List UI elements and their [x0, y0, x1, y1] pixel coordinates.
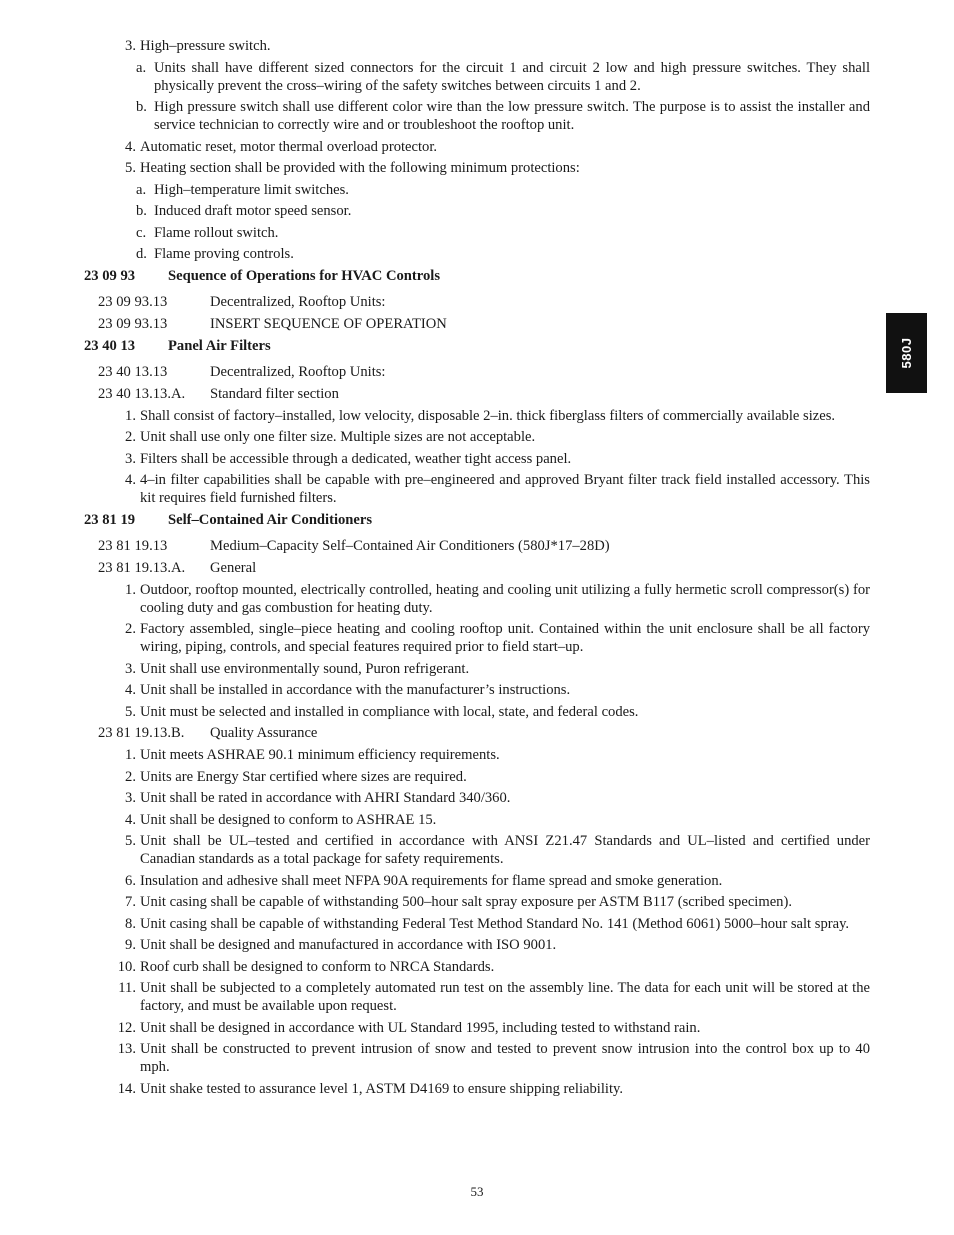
item-text: Unit casing shall be capable of withstanding 500–hour salt spray exposure per ASTM B117 (scribed specimen).: [140, 894, 792, 910]
item-label: d.: [136, 246, 147, 262]
numbered-item: [84, 37, 870, 55]
numbered-item: [84, 893, 870, 911]
item-text: Quality Assurance: [210, 725, 318, 741]
lettered-item: [84, 245, 870, 263]
item-label: 14.: [117, 1080, 136, 1097]
subsection-heading: [84, 293, 870, 311]
side-tab-label: 580J: [898, 337, 914, 369]
numbered-item: [84, 159, 870, 177]
numbered-item: [84, 872, 870, 890]
item-label: 13.: [117, 1041, 136, 1057]
subsection-code: 23 40 13.13: [98, 363, 168, 380]
subsection-code: 23 09 93.13: [98, 293, 168, 310]
numbered-item: [84, 1019, 870, 1037]
subsection-heading: [84, 385, 870, 403]
item-text: Sequence of Operations for HVAC Controls: [168, 267, 441, 284]
item-label: 3.: [125, 38, 136, 54]
item-text: Flame proving controls.: [154, 246, 294, 262]
numbered-item: [84, 789, 870, 807]
numbered-item: [84, 832, 870, 868]
item-label: 10.: [117, 958, 136, 975]
item-label: 3.: [125, 790, 136, 806]
lettered-item: [84, 98, 870, 134]
item-label: 2.: [125, 429, 136, 445]
numbered-item: [84, 936, 870, 954]
lettered-item: [84, 224, 870, 242]
section-heading: [84, 337, 870, 355]
item-text: Unit shall use environmentally sound, Puron refrigerant.: [140, 660, 470, 677]
item-text: Unit shall be designed in accordance with UL Standard 1995, including tested to withstand rain.: [140, 1019, 701, 1036]
item-text: Units are Energy Star certified where sizes are required.: [140, 768, 467, 785]
item-label: a.: [136, 181, 147, 198]
item-text: Decentralized, Rooftop Units:: [210, 363, 386, 380]
numbered-item: [84, 660, 870, 678]
numbered-item: [84, 581, 870, 617]
subsection-code: 23 81 19.13.A.: [98, 559, 186, 576]
item-text: Roof curb shall be designed to conform to NRCA Standards.: [140, 958, 495, 975]
item-label: 4.: [125, 682, 136, 698]
numbered-item: [84, 1080, 870, 1098]
numbered-item: [84, 1040, 870, 1076]
item-label: 4.: [125, 811, 136, 828]
item-text: Flame rollout switch.: [154, 224, 279, 241]
item-label: 6.: [125, 872, 136, 889]
item-text: Induced draft motor speed sensor.: [154, 203, 352, 219]
numbered-item: [84, 915, 870, 933]
item-text: Heating section shall be provided with the following minimum protections:: [140, 160, 580, 176]
item-text: Medium–Capacity Self–Contained Air Conditioners (580J*17–28D): [210, 537, 610, 554]
numbered-item: [84, 746, 870, 764]
subsection-code: 23 40 13.13.A.: [98, 385, 186, 402]
item-text: High pressure switch shall use different color wire than the low pressure switch. The purpose is to assist the installer and service technician to correctly wire and or troubleshoot the rooftop unit.: [154, 99, 870, 133]
subsection-heading: [84, 315, 870, 333]
item-text: Unit shall be rated in accordance with AHRI Standard 340/360.: [140, 790, 511, 806]
item-label: 1.: [125, 407, 136, 424]
item-text: Panel Air Filters: [168, 337, 271, 354]
item-text: Unit shall be UL–tested and certified in accordance with ANSI Z21.47 Standards and UL–listed and certified under Canadian standards as a total package for safety requirements.: [140, 833, 870, 867]
item-text: High–pressure switch.: [140, 38, 271, 54]
item-text: Factory assembled, single–piece heating and cooling rooftop unit. Contained within the unit enclosure shall be all factory wiring, piping, controls, and special features required prior to field start–up.: [140, 621, 870, 655]
section-code: 23 40 13: [84, 337, 136, 354]
item-text: Decentralized, Rooftop Units:: [210, 293, 386, 310]
lettered-item: [84, 202, 870, 220]
item-label: 2.: [125, 621, 136, 637]
item-text: Insulation and adhesive shall meet NFPA 90A requirements for flame spread and smoke generation.: [140, 872, 723, 889]
item-label: c.: [136, 224, 147, 241]
item-label: 1.: [125, 747, 136, 763]
model-side-tab: [886, 313, 927, 393]
lettered-item: [84, 181, 870, 199]
item-text: Unit shall be installed in accordance with the manufacturer’s instructions.: [140, 682, 571, 698]
item-label: 3.: [125, 660, 136, 677]
section-heading: [84, 511, 870, 529]
numbered-item: [84, 620, 870, 656]
item-text: Unit shall be subjected to a completely automated run test on the assembly line. The data for each unit will be stored at the factory, and must be available upon request.: [140, 980, 870, 1014]
numbered-item: [84, 811, 870, 829]
subsection-heading: [84, 724, 870, 742]
item-text: 4–in filter capabilities shall be capable with pre–engineered and approved Bryant filter track field installed accessory. This kit requires field furnished filters.: [140, 472, 870, 506]
item-label: 5.: [125, 703, 136, 720]
item-label: b.: [136, 99, 147, 115]
item-label: 1.: [125, 581, 136, 598]
item-text: Unit shall use only one filter size. Multiple sizes are not acceptable.: [140, 429, 536, 445]
subsection-heading: [84, 363, 870, 381]
item-text: General: [210, 559, 257, 576]
item-label: 12.: [117, 1019, 136, 1036]
item-label: 9.: [125, 937, 136, 953]
lettered-item: [84, 59, 870, 95]
item-label: a.: [136, 59, 147, 76]
item-text: Unit shake tested to assurance level 1, ASTM D4169 to ensure shipping reliability.: [140, 1080, 623, 1097]
item-text: Unit casing shall be capable of withstanding Federal Test Method Standard No. 141 (Method 6061) 5000–hour salt spray.: [140, 915, 850, 932]
item-label: 7.: [125, 894, 136, 910]
page-number: 53: [470, 1184, 484, 1199]
subsection-heading: [84, 537, 870, 555]
numbered-item: [84, 428, 870, 446]
item-text: Unit shall be constructed to prevent intrusion of snow and tested to prevent snow intrusion into the control box up to 40 mph.: [140, 1041, 870, 1075]
item-text: Automatic reset, motor thermal overload protector.: [140, 138, 438, 155]
item-label: 8.: [125, 915, 136, 932]
item-label: 4.: [125, 472, 136, 488]
numbered-item: [84, 450, 870, 468]
item-label: 5.: [125, 833, 136, 849]
item-text: Shall consist of factory–installed, low velocity, disposable 2–in. thick fiberglass filters of commercially available sizes.: [140, 407, 836, 424]
item-text: Self–Contained Air Conditioners: [168, 511, 373, 528]
item-text: Units shall have different sized connectors for the circuit 1 and circuit 2 low and high pressure switches. They shall physically prevent the cross–wiring of the safety switches between circuits 1 and 2.: [154, 59, 870, 94]
item-text: Unit must be selected and installed in compliance with local, state, and federal codes.: [140, 703, 639, 720]
item-label: 4.: [125, 138, 136, 155]
section-code: 23 81 19: [84, 511, 136, 528]
numbered-item: [84, 768, 870, 786]
subsection-heading: [84, 559, 870, 577]
numbered-item: [84, 958, 870, 976]
numbered-item: [84, 471, 870, 507]
spec-content: [84, 37, 870, 1101]
item-text: Filters shall be accessible through a dedicated, weather tight access panel.: [140, 450, 572, 467]
item-text: High–temperature limit switches.: [154, 181, 349, 198]
numbered-item: [84, 681, 870, 699]
item-label: 2.: [125, 768, 136, 785]
item-label: 11.: [118, 980, 136, 996]
item-label: 3.: [125, 450, 136, 467]
item-text: Outdoor, rooftop mounted, electrically controlled, heating and cooling unit utilizing a fully hermetic scroll compressor(s) for cooling duty and gas combustion for heating duty.: [140, 581, 870, 616]
item-label: b.: [136, 203, 147, 219]
item-text: INSERT SEQUENCE OF OPERATION: [210, 315, 447, 332]
subsection-code: 23 81 19.13.B.: [98, 725, 185, 741]
numbered-item: [84, 138, 870, 156]
subsection-code: 23 09 93.13: [98, 315, 168, 332]
item-text: Standard filter section: [210, 385, 339, 402]
section-code: 23 09 93: [84, 267, 136, 284]
numbered-item: [84, 979, 870, 1015]
subsection-code: 23 81 19.13: [98, 537, 168, 554]
item-text: Unit shall be designed and manufactured in accordance with ISO 9001.: [140, 937, 557, 953]
item-label: 5.: [125, 160, 136, 176]
numbered-item: [84, 407, 870, 425]
numbered-item: [84, 703, 870, 721]
item-text: Unit shall be designed to conform to ASHRAE 15.: [140, 811, 437, 828]
item-text: Unit meets ASHRAE 90.1 minimum efficiency requirements.: [140, 747, 500, 763]
section-heading: [84, 267, 870, 285]
